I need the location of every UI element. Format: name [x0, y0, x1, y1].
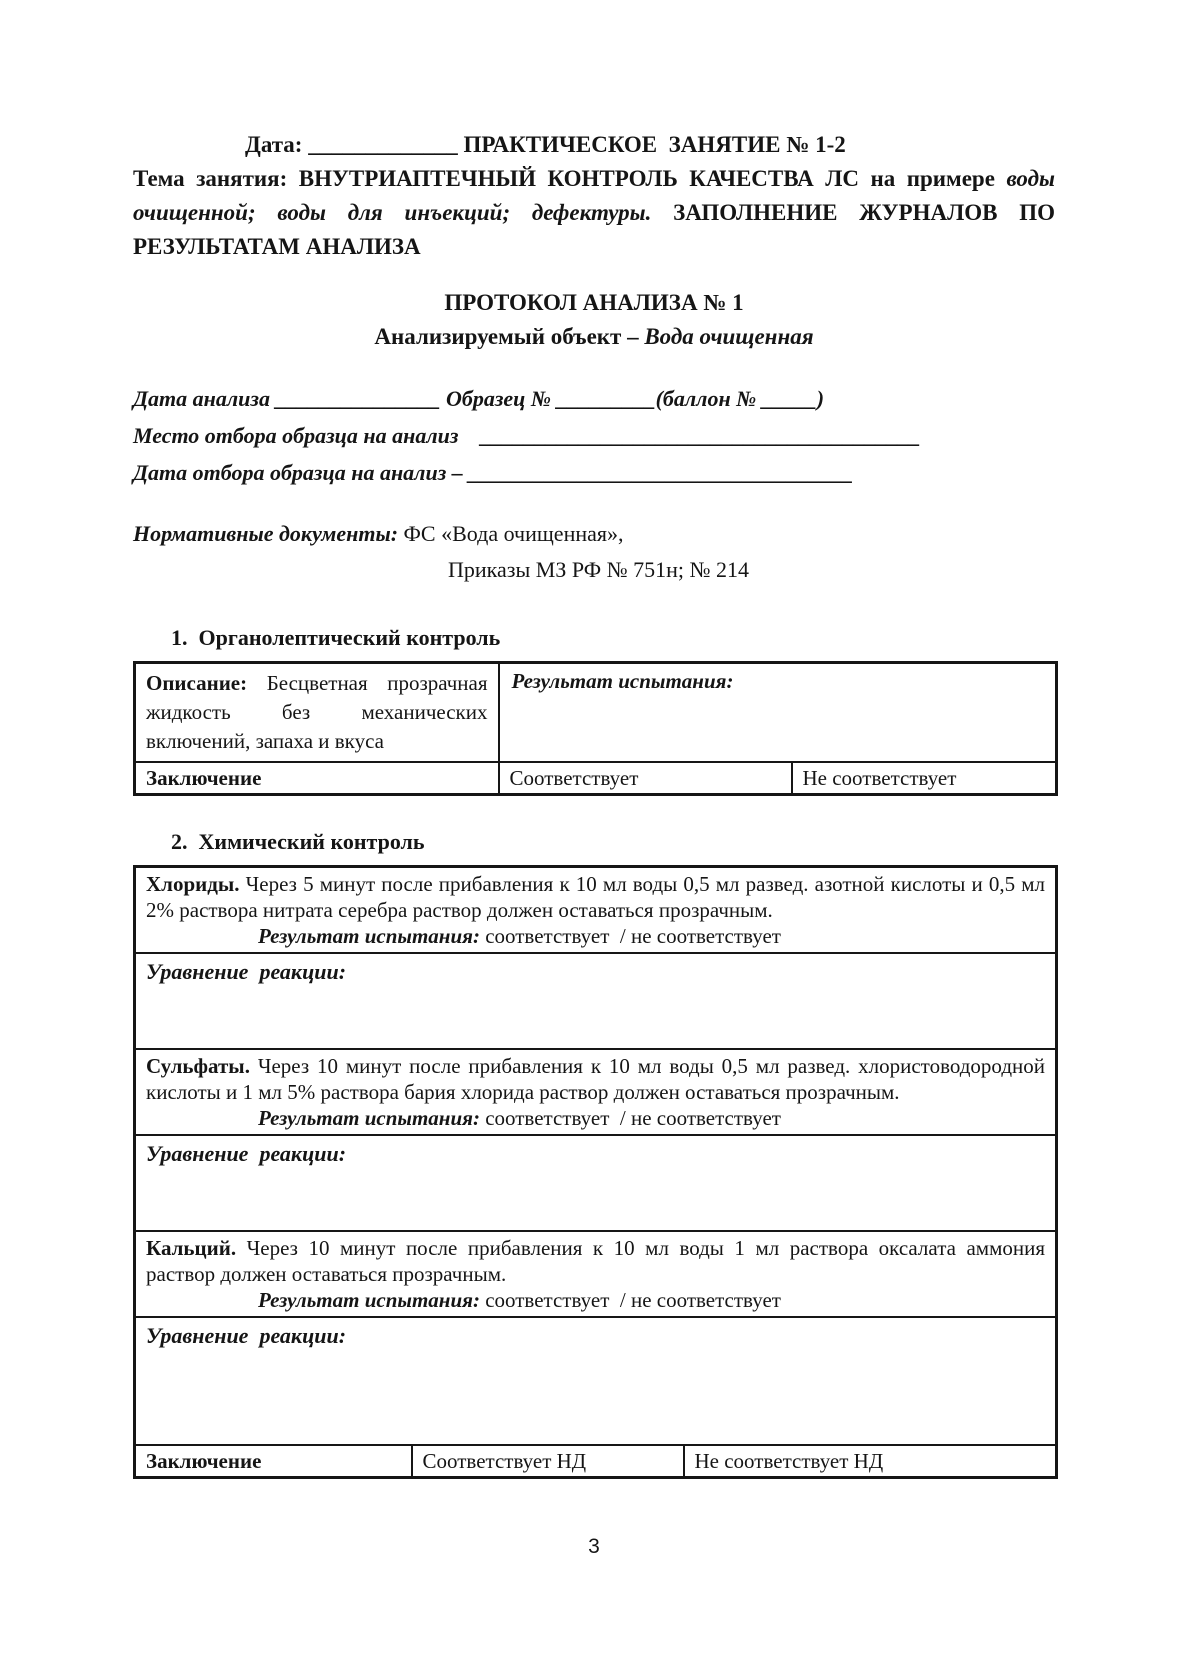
equation-label: Уравнение реакции:: [146, 1141, 347, 1166]
sulfates-description: Сульфаты. Через 10 минут после прибавления к 10 мл воды 0,5 мл развед. хлористоводородной кислоты и 1 мл 5% раствора бария хлорида раствор должен оставаться прозрачным.: [146, 1054, 1045, 1104]
sulfates-result-line: Результат испытания: соответствует / не соответствует: [258, 1106, 781, 1130]
chlorides-result-line: Результат испытания: соответствует / не соответствует: [258, 924, 781, 948]
table-row: [135, 867, 1057, 954]
equation-label: Уравнение реакции:: [146, 959, 347, 984]
chlorides-equation-cell: [135, 953, 1057, 1049]
calcium-description: Кальций. Через 10 минут после прибавления к 10 мл воды 1 мл раствора оксалата аммония раствор должен оставаться прозрачным.: [146, 1236, 1045, 1286]
table-row: [135, 953, 1057, 1049]
normative-orders-line: Приказы МЗ РФ № 751н; № 214: [448, 557, 749, 582]
header-date-line: Дата: _____________ ПРАКТИЧЕСКОЕ ЗАНЯТИЕ № 1-2: [245, 132, 846, 157]
test-result-cell: Результат испытания:: [499, 663, 1057, 763]
form-sampling-place-line: Место отбора образца на анализ ________________________________________: [133, 423, 921, 448]
chlorides-description: Хлориды. Через 5 минут после прибавления к 10 мл воды 0,5 мл развед. азотной кислоты и 0,5 мл 2% раствора нитрата серебра раствор должен оставаться прозрачным.: [146, 872, 1046, 922]
table-row: [135, 762, 1057, 795]
table-row: [135, 1317, 1057, 1445]
header-theme-paragraph: Тема занятия: ВНУТРИАПТЕЧНЫЙ КОНТРОЛЬ КАЧЕСТВА ЛС на примере воды очищенной; воды для инъекций; дефектуры. ЗАПОЛНЕНИЕ ЖУРНАЛОВ ПО РЕЗУЛЬТАТАМ АНАЛИЗА: [133, 166, 1056, 259]
analyzed-object-line: Анализируемый объект – Вода очищенная: [374, 324, 814, 349]
section-2-heading: 2. Химический контроль: [171, 829, 425, 854]
protocol-title: ПРОТОКОЛ АНАЛИЗА № 1: [444, 290, 744, 315]
description-cell: Описание: Бесцветная прозрачная жидкость без механических включений, запаха и вкуса: [135, 663, 499, 763]
conforms-nd-option-cell: Соответствует НД: [412, 1445, 684, 1478]
form-sampling-date-line: Дата отбора образца на анализ – ___________________________________: [133, 460, 854, 485]
conclusion-label-cell: Заключение: [135, 762, 499, 795]
calcium-equation-cell: [135, 1317, 1057, 1445]
chlorides-test-cell: [135, 867, 1057, 954]
table-row: [135, 1445, 1057, 1478]
not-conforms-nd-option-cell: Не соответствует НД: [684, 1445, 1057, 1478]
form-block: [133, 380, 1055, 491]
calcium-result-line: Результат испытания: соответствует / не соответствует: [258, 1288, 781, 1312]
conforms-option-cell: Соответствует: [499, 762, 792, 795]
normative-documents-line: Нормативные документы: ФС «Вода очищенная»,: [133, 521, 624, 546]
equation-label: Уравнение реакции:: [146, 1323, 347, 1348]
sulfates-test-cell: [135, 1049, 1057, 1135]
normative-block: [133, 516, 1055, 588]
sulfates-equation-cell: [135, 1135, 1057, 1231]
chemical-control-table: [133, 865, 1058, 1479]
not-conforms-option-cell: Не соответствует: [792, 762, 1057, 795]
table-row: [135, 1135, 1057, 1231]
calcium-test-cell: [135, 1231, 1057, 1317]
table-row: [135, 1049, 1057, 1135]
section-1-heading: 1. Органолептический контроль: [171, 625, 501, 650]
conclusion-label-cell: Заключение: [135, 1445, 412, 1478]
page-number: 3: [588, 1535, 600, 1558]
form-analysis-date-line: Дата анализа _______________ Образец № _________(баллон № _____): [133, 386, 825, 411]
organoleptic-control-table: [133, 661, 1058, 796]
table-row: [135, 663, 1057, 763]
table-row: [135, 1231, 1057, 1317]
